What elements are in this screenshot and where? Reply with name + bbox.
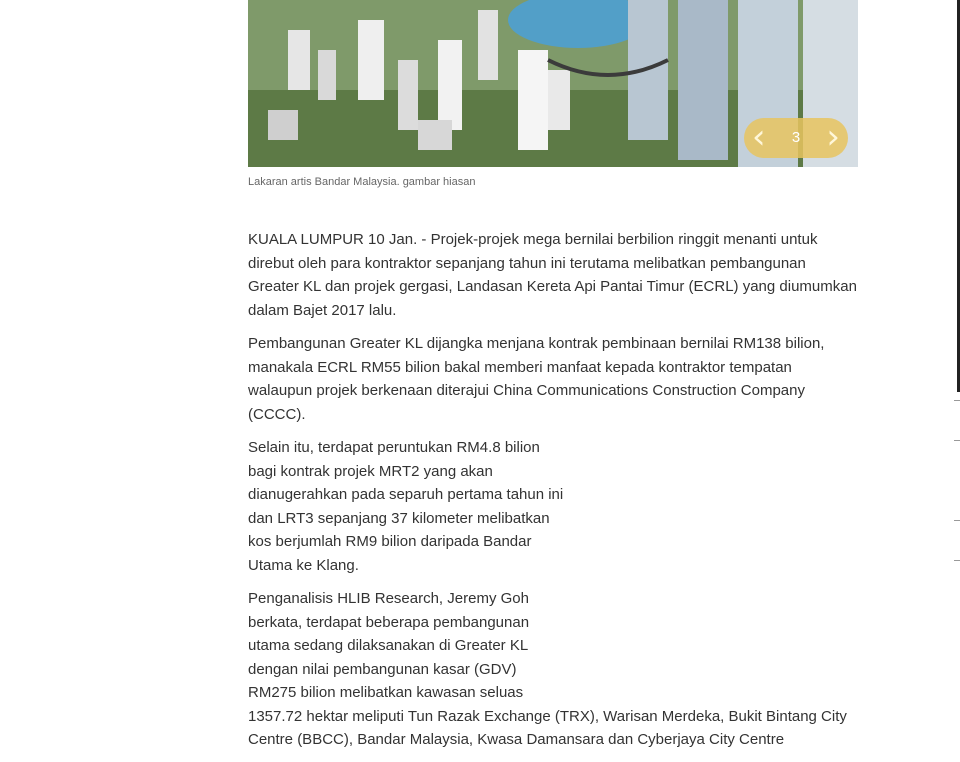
article-paragraph: 1357.72 hektar meliputi Tun Razak Exchange (TRX), Warisan Merdeka, Bukit Bintang City Centre (BBCC), Bandar Malaysia, Kwasa Damansara dan Cyberjaya City Centre	[248, 707, 847, 748]
article-paragraph: Pembangunan Greater KL dijangka menjana kontrak pembinaan bernilai RM138 bilion, manakala ECRL RM55 bilion bakal memberi manfaat kepada kontraktor tempatan walaupun projek berkenaan diterajui China Communications Construction Company (CCCC).	[248, 335, 825, 423]
divider	[954, 560, 960, 561]
slide-counter	[744, 118, 848, 158]
article-paragraph: Penganalisis HLIB Research, Jeremy Goh berkata, terdapat beberapa pembangunan utama sedang dilaksanakan di Greater KL dengan nilai pembangunan kasar (GDV) RM275 bilion melibatkan kawasan seluas	[248, 590, 530, 701]
slide-number: 3	[791, 129, 801, 146]
article-paragraph: Selain itu, terdapat peruntukan RM4.8 bilion bagi kontrak projek MRT2 yang akan dianugerahkan pada separuh pertama tahun ini dan LRT3 sepanjang 37 kilometer melibatkan kos berjumlah RM9 bilion daripada Bandar Utama ke Klang.	[248, 439, 564, 574]
chevron-left-icon[interactable]: ‹	[752, 117, 766, 157]
article-body	[248, 228, 858, 762]
image-caption: Lakaran artis Bandar Malaysia. gambar hiasan	[248, 176, 476, 188]
chevron-right-icon[interactable]: ›	[826, 117, 840, 157]
divider	[954, 400, 960, 401]
article-paragraph: KUALA LUMPUR 10 Jan. - Projek-projek mega bernilai berbilion ringgit menanti untuk direbut oleh para kontraktor sepanjang tahun ini terutama melibatkan pembangunan Greater KL dan projek gergasi, Landasan Kereta Api Pantai Timur (ECRL) yang diumumkan dalam Bajet 2017 lalu.	[248, 231, 857, 319]
divider	[954, 440, 960, 441]
divider	[954, 520, 960, 521]
